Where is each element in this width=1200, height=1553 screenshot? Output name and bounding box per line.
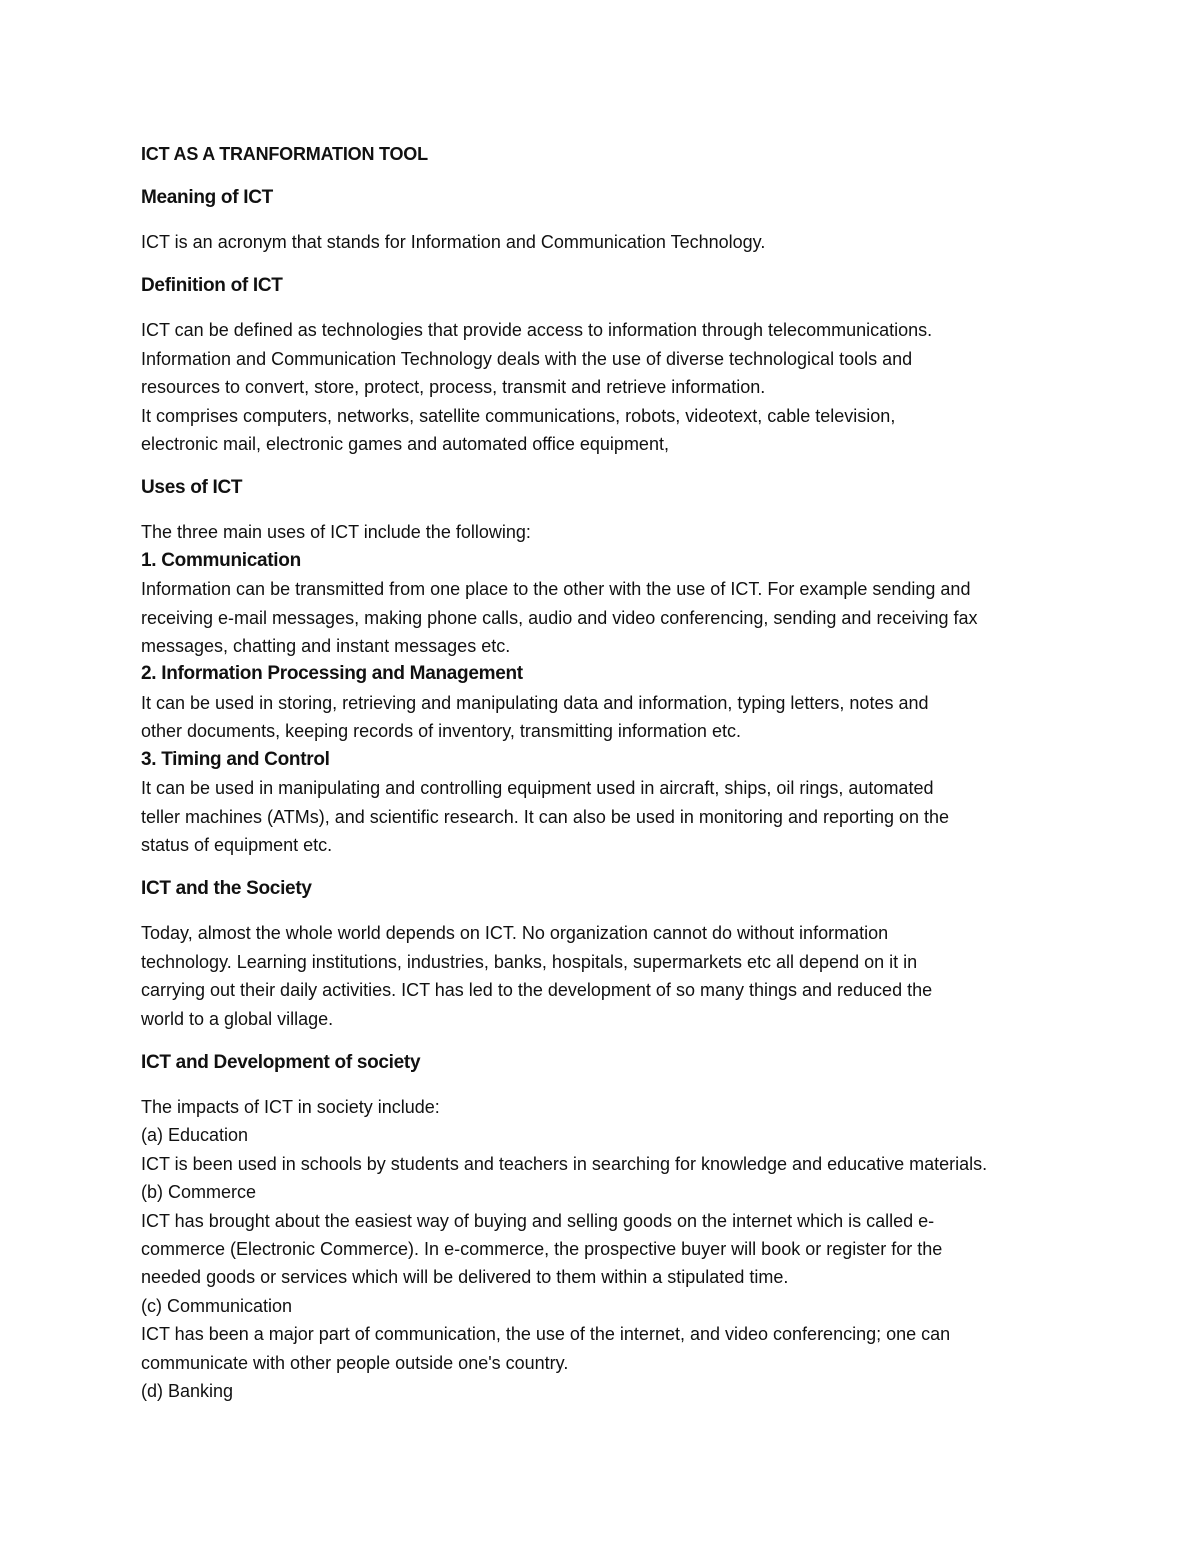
text-line: Today, almost the whole world depends on ICT. No organization cannot do without information [141,923,889,944]
text-line: communicate with other people outside one's country. [141,1352,569,1373]
heading-meaning: Meaning of ICT [141,187,273,208]
text-line: Information and Communication Technology deals with the use of diverse technological tools and [141,348,913,369]
text-line: (d) Banking [141,1381,234,1401]
text-line: teller machines (ATMs), and scientific research. It can also be used in monitoring and reporting on the [141,806,950,827]
text-line: commerce (Electronic Commerce). In e-commerce, the prospective buyer will book or register for the [141,1238,943,1259]
heading-definition: Definition of ICT [141,275,283,297]
paragraph-development [141,1093,1071,1405]
use-item-title: 1. Communication [141,549,301,571]
heading-development: ICT and Development of society [141,1051,421,1073]
text-line: (c) Communication [141,1295,293,1316]
text-line: It comprises computers, networks, satellite communications, robots, videotext, cable television, [141,405,896,426]
text-line: other documents, keeping records of inventory, transmitting information etc. [141,721,741,742]
text-line: The three main uses of ICT include the following: [141,522,531,543]
text-line: (a) Education [141,1125,249,1146]
text-line: messages, chatting and instant messages etc. [141,636,511,657]
paragraph-society [141,919,1071,1033]
text-line: ICT has brought about the easiest way of buying and selling goods on the internet which is called e- [141,1210,935,1231]
use-item-title: 3. Timing and Control [141,748,330,770]
text-line: Information can be transmitted from one place to the other with the use of ICT. For example sending and [141,579,971,600]
text-line: electronic mail, electronic games and automated office equipment, [141,434,669,455]
heading-society: ICT and the Society [141,878,312,900]
paragraph-definition [141,316,1071,458]
paragraph-uses [141,518,1071,859]
text-line: receiving e-mail messages, making phone calls, audio and video conferencing, sending and receiving fax [141,607,978,628]
text-line: ICT has been a major part of communication, the use of the internet, and video conferencing; one can [141,1324,951,1345]
text-line: ICT is been used in schools by students and teachers in searching for knowledge and educative materials. [141,1153,988,1174]
text-line: carrying out their daily activities. ICT has led to the development of so many things and reduced the [141,980,933,1001]
text-line: needed goods or services which will be delivered to them within a stipulated time. [141,1267,789,1288]
text-line: technology. Learning institutions, industries, banks, hospitals, supermarkets etc all depend on it in [141,951,918,972]
document-page [141,140,1071,1405]
text-line: It can be used in manipulating and controlling equipment used in aircraft, ships, oil rings, automated [141,778,934,799]
text-line: world to a global village. [141,1008,334,1029]
paragraph-meaning [141,228,1071,256]
heading-uses: Uses of ICT [141,477,243,499]
text-line: resources to convert, store, protect, process, transmit and retrieve information. [141,377,766,398]
text-line: It can be used in storing, retrieving and manipulating data and information, typing letters, notes and [141,692,929,713]
text-line: The impacts of ICT in society include: [141,1096,440,1117]
text-line: status of equipment etc. [141,834,333,855]
text-line: (b) Commerce [141,1182,257,1203]
text-line: ICT can be defined as technologies that provide access to information through telecommunications. [141,320,933,341]
use-item-title: 2. Information Processing and Management [141,663,523,685]
text-line: ICT is an acronym that stands for Information and Communication Technology. [141,232,766,252]
document-title: ICT AS A TRANFORMATION TOOL [141,144,428,164]
